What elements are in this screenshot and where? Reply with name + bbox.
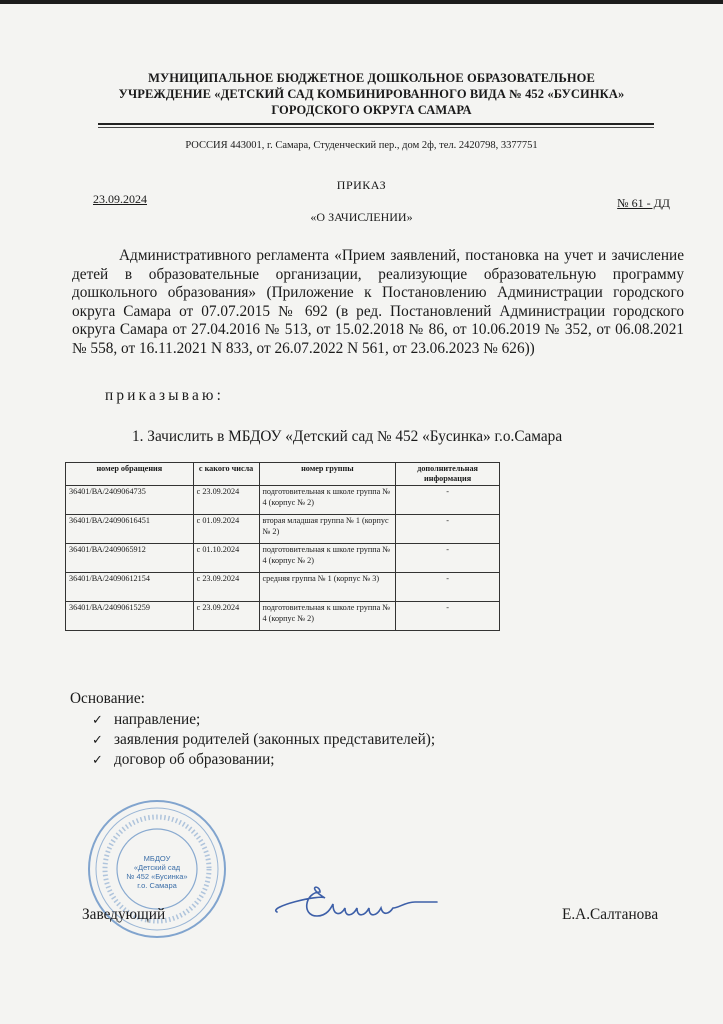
additional-info: - [396,573,500,602]
basis-item-text: заявления родителей (законных представителей); [114,731,436,748]
application-number: 36401/ВА/24090612154 [66,573,194,602]
start-date: с 01.10.2024 [193,544,259,573]
header-rule-thick [98,123,654,125]
group-name: средняя группа № 1 (корпус № 3) [259,573,396,602]
column-header: дополнительная информация [396,463,500,486]
stamp-line: МБДОУ [143,854,171,863]
basis-item-text: направление; [114,711,201,728]
org-name-line-3: ГОРОДСКОГО ОКРУГА САМАРА [271,103,472,117]
additional-info: - [396,544,500,573]
header-rule-thin [98,127,654,128]
table-row [66,515,500,544]
basis-list [92,710,435,770]
decree-word: приказываю: [105,387,225,404]
additional-info: - [396,486,500,515]
list-item [92,750,435,770]
list-item [92,730,435,750]
application-number: 36401/ВА/2409064735 [66,486,194,515]
checkmark-icon: ✓ [92,732,103,747]
column-header: номер обращения [66,463,194,486]
additional-info: - [396,602,500,631]
column-header: номер группы [259,463,396,486]
order-number: № 61 - ДД [617,196,670,210]
org-name-line-2: УЧРЕЖДЕНИЕ «ДЕТСКИЙ САД КОМБИНИРОВАННОГО ВИДА № 452 «БУСИНКА» [118,87,625,101]
stamp-text [125,854,189,890]
group-name: подготовительная к школе группа № 4 (корпус № 2) [259,544,396,573]
basis-title: Основание: [70,690,145,707]
checkmark-icon: ✓ [92,752,103,767]
group-name: подготовительная к школе группа № 4 (корпус № 2) [259,602,396,631]
additional-info: - [396,515,500,544]
scan-top-edge [0,0,723,4]
signer-position: Заведующий [82,906,166,923]
checkmark-icon: ✓ [92,712,103,727]
start-date: с 23.09.2024 [193,602,259,631]
table-row [66,544,500,573]
order-subject: «О ЗАЧИСЛЕНИИ» [310,210,413,224]
application-number: 36401/ВА/2409065912 [66,544,194,573]
column-header: с какого числа [193,463,259,486]
stamp-line: «Детский сад [133,863,181,872]
table-row [66,573,500,602]
group-name: вторая младшая группа № 1 (корпус № 2) [259,515,396,544]
table-header-row [66,463,500,486]
order-body [72,247,684,358]
basis-item-text: договор об образовании; [114,751,275,768]
table-row [66,486,500,515]
start-date: с 23.09.2024 [193,573,259,602]
org-name-line-1: МУНИЦИПАЛЬНОЕ БЮДЖЕТНОЕ ДОШКОЛЬНОЕ ОБРАЗОВАТЕЛЬНОЕ [148,71,595,85]
enroll-item: 1. Зачислить в МБДОУ «Детский сад № 452 «Бусинка» г.о.Самара [132,428,563,445]
handwritten-signature-icon [265,872,440,932]
group-name: подготовительная к школе группа № 4 (корпус № 2) [259,486,396,515]
table-row [66,602,500,631]
order-date: 23.09.2024 [93,192,147,206]
application-number: 36401/ВА/24090615259 [66,602,194,631]
organization-address: РОССИЯ 443001, г. Самара, Студенческий пер., дом 2ф, тел. 2420798, 3377751 [185,140,538,151]
organization-name [90,70,653,118]
stamp-line: № 452 «Бусинка» [126,872,188,881]
enrollment-table [65,462,500,631]
document-type: ПРИКАЗ [336,178,387,192]
start-date: с 01.09.2024 [193,515,259,544]
stamp-line: г.о. Самара [137,881,177,890]
regulation-paragraph: Административного регламента «Прием заявлений, постановка на учет и зачисление детей в образовательные организации, реализующие образовательную программу дошкольного образования» (Приложение к Постановлению Администрации городского округа Самара от 07.07.2015 № 692 (в ред. Постановлений Администрации городского округа Самара от 27.04.2016 № 513, от 15.02.2018 № 86, от 10.06.2019 № 352, от 06.08.2021 № 558, от 16.11.2021 N 833, от 26.07.2022 N 561, от 23.06.2023 № 626)) [72,247,684,357]
list-item [92,710,435,730]
application-number: 36401/ВА/24090616451 [66,515,194,544]
signer-name: Е.А.Салтанова [562,906,659,923]
start-date: с 23.09.2024 [193,486,259,515]
